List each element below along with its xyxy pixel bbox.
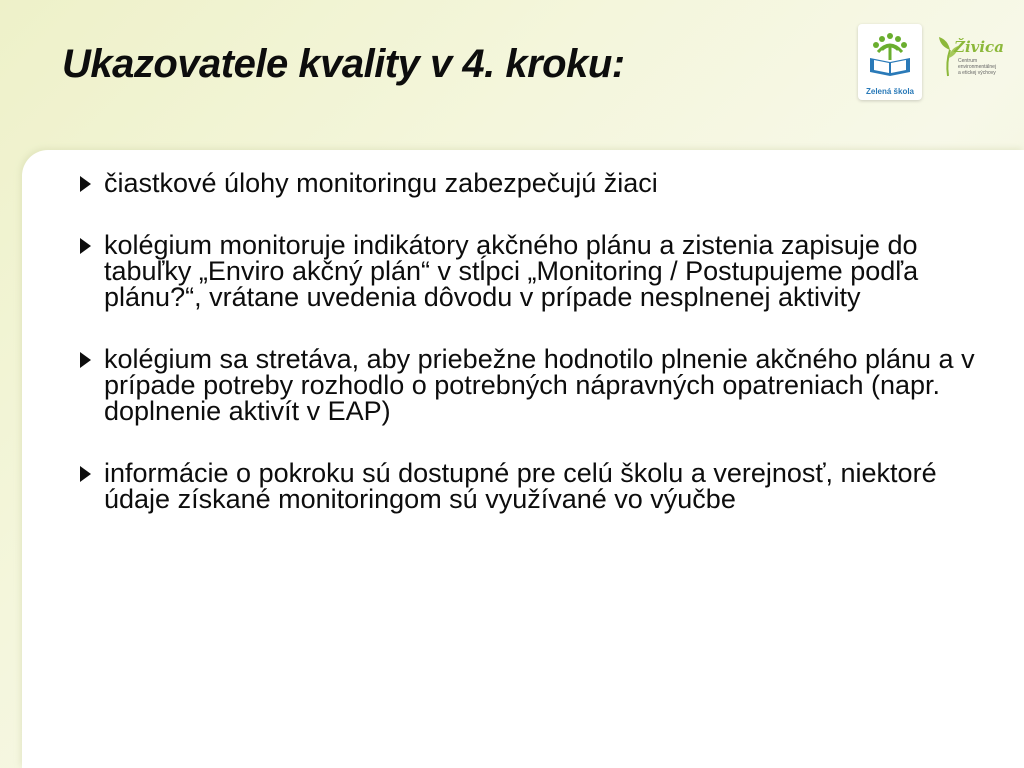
triangle-bullet-icon <box>80 352 91 368</box>
zivica-tagline-3: a etickej výchovy <box>958 70 996 76</box>
bullet-text: kolégium sa stretáva, aby priebežne hodnotilo plnenie akčného plánu a v prípade potreby rozhodlo o potrebných nápravných opatreniach (napr. doplnenie aktivít v EAP) <box>104 344 975 426</box>
bullet-item <box>80 232 975 310</box>
zivica-tagline-2: environmentálnej <box>958 64 997 70</box>
tree-book-icon <box>864 28 916 80</box>
bullet-list <box>80 170 975 512</box>
bullet-item <box>80 346 975 424</box>
bullet-item <box>80 460 975 512</box>
slide-title: Ukazovatele kvality v 4. kroku: <box>62 42 625 86</box>
zelena-skola-label: Zelená škola <box>865 87 915 96</box>
zivica-name: Živica <box>954 38 1004 56</box>
bullet-text: čiastkové úlohy monitoringu zabezpečujú žiaci <box>104 168 658 198</box>
triangle-bullet-icon <box>80 466 91 482</box>
bullet-item <box>80 170 975 196</box>
zelena-skola-logo <box>858 24 922 100</box>
triangle-bullet-icon <box>80 176 91 192</box>
zivica-tagline-1: Centrum <box>958 58 978 64</box>
zivica-logo <box>936 34 1006 94</box>
triangle-bullet-icon <box>80 238 91 254</box>
bullet-text: informácie o pokroku sú dostupné pre celú školu a verejnosť, niektoré údaje získané monitoringom sú využívané vo výučbe <box>104 458 937 514</box>
bullet-text: kolégium monitoruje indikátory akčného plánu a zistenia zapisuje do tabuľky „Enviro akčný plán“ v stĺpci „Monitoring / Postupujeme podľa plánu?“, vrátane uvedenia dôvodu v prípade nesplnenej aktivity <box>104 230 919 312</box>
